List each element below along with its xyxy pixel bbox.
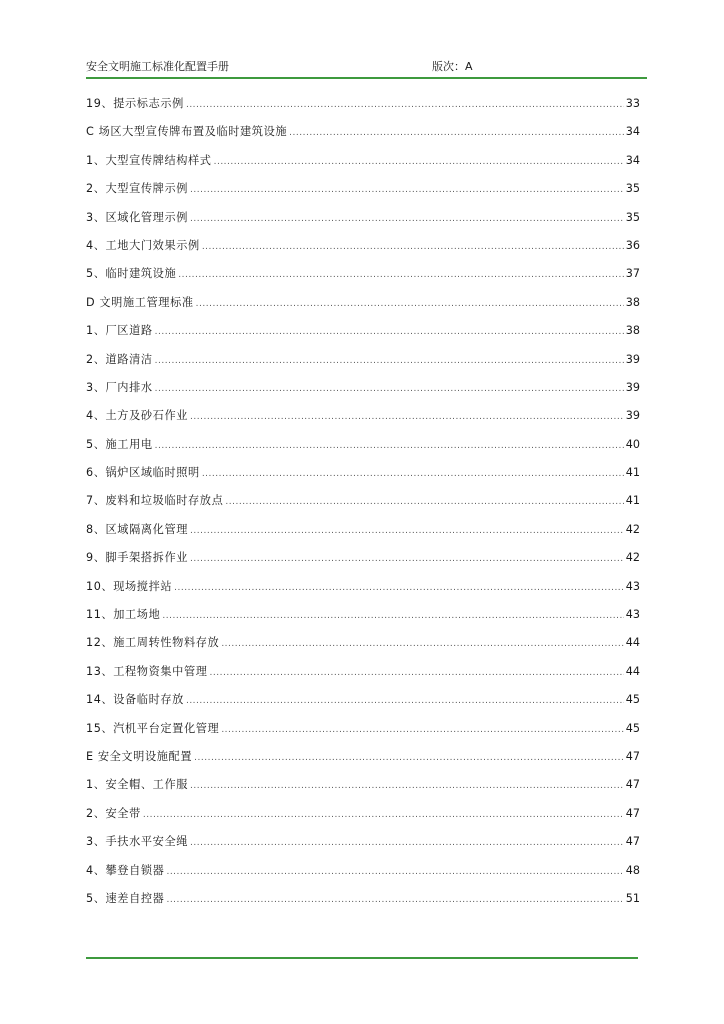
toc-entry-title: 2、道路清洁: [86, 352, 153, 366]
toc-dot-leader: [190, 519, 624, 543]
toc-entry-title: 1、大型宣传牌结构样式: [86, 153, 212, 167]
toc-entry[interactable]: [86, 319, 640, 347]
toc-dot-leader: [186, 689, 624, 713]
toc-entry-title: 15、汽机平台定置化管理: [86, 721, 220, 735]
toc-dot-leader: [221, 632, 623, 656]
toc-entry-page: 47: [625, 778, 640, 792]
toc-entry[interactable]: [86, 773, 640, 801]
toc-entry-page: 39: [625, 352, 640, 366]
toc-entry-page: 42: [625, 522, 640, 536]
toc-entry-title: 12、施工周转性物料存放: [86, 636, 220, 650]
toc-entry-page: 36: [625, 238, 640, 252]
toc-entry-title: 4、土方及砂石作业: [86, 409, 189, 423]
toc-entry-page: 48: [625, 863, 640, 877]
page-header: [86, 58, 646, 76]
toc-dot-leader: [174, 576, 624, 600]
toc-dot-leader: [289, 121, 624, 145]
toc-entry-page: 47: [625, 835, 640, 849]
toc-entry-title: 5、速差自控器: [86, 891, 165, 905]
toc-entry-page: 38: [625, 295, 640, 309]
toc-dot-leader: [196, 292, 624, 316]
toc-entry-page: 44: [625, 636, 640, 650]
toc-dot-leader: [190, 207, 624, 231]
toc-entry-page: 43: [625, 579, 640, 593]
toc-dot-leader: [166, 860, 623, 884]
toc-entry-title: 19、提示标志示例: [86, 97, 184, 110]
toc-entry[interactable]: [86, 745, 640, 773]
table-of-contents: [86, 92, 640, 915]
toc-entry-page: 42: [625, 551, 640, 565]
toc-entry-page: 44: [625, 664, 640, 678]
toc-dot-leader: [210, 661, 624, 685]
toc-entry[interactable]: [86, 291, 640, 319]
toc-entry[interactable]: [86, 631, 640, 659]
toc-dot-leader: [155, 320, 624, 344]
toc-entry[interactable]: [86, 802, 640, 830]
toc-entry-page: 47: [625, 749, 640, 763]
document-version: 版次：A: [432, 60, 473, 73]
toc-entry-page: 41: [625, 494, 640, 508]
toc-entry-title: 2、大型宣传牌示例: [86, 182, 189, 196]
toc-entry-title: 13、工程物资集中管理: [86, 664, 208, 678]
toc-entry[interactable]: [86, 206, 640, 234]
toc-entry[interactable]: [86, 859, 640, 887]
toc-dot-leader: [202, 462, 624, 486]
toc-entry[interactable]: [86, 489, 640, 517]
toc-entry[interactable]: [86, 461, 640, 489]
toc-entry-page: 45: [625, 721, 640, 735]
toc-entry-page: 51: [625, 891, 640, 905]
toc-entry[interactable]: [86, 149, 640, 177]
toc-entry-page: 37: [625, 267, 640, 281]
toc-entry-title: 1、安全帽、工作服: [86, 778, 189, 792]
toc-entry-title: 4、攀登自锁器: [86, 863, 165, 877]
toc-dot-leader: [178, 263, 624, 287]
toc-dot-leader: [155, 434, 624, 458]
toc-dot-leader: [190, 831, 624, 855]
toc-entry-title: 10、现场搅拌站: [86, 579, 173, 593]
toc-dot-leader: [194, 746, 624, 770]
toc-entry-title: 9、脚手架搭拆作业: [86, 551, 189, 565]
toc-dot-leader: [166, 888, 623, 912]
toc-dot-leader: [155, 377, 624, 401]
toc-entry-page: 34: [625, 125, 640, 139]
toc-entry[interactable]: [86, 92, 640, 120]
toc-dot-leader: [225, 490, 623, 514]
toc-dot-leader: [190, 178, 624, 202]
toc-entry-title: 1、厂区道路: [86, 324, 153, 338]
toc-entry-page: 34: [625, 153, 640, 167]
toc-entry[interactable]: [86, 717, 640, 745]
header-divider: [86, 77, 647, 79]
toc-entry-title: 3、厂内排水: [86, 380, 153, 394]
toc-entry-title: 5、临时建筑设施: [86, 267, 177, 281]
toc-entry-title: 6、锅炉区域临时照明: [86, 466, 200, 480]
toc-entry[interactable]: [86, 688, 640, 716]
toc-entry[interactable]: [86, 376, 640, 404]
toc-entry[interactable]: [86, 120, 640, 148]
toc-entry-title: 3、手扶水平安全绳: [86, 835, 189, 849]
toc-entry-title: E 安全文明设施配置: [86, 749, 193, 763]
toc-entry-page: 40: [625, 437, 640, 451]
toc-entry[interactable]: [86, 433, 640, 461]
toc-dot-leader: [190, 547, 624, 571]
toc-entry[interactable]: [86, 348, 640, 376]
toc-dot-leader: [221, 718, 623, 742]
toc-entry-title: C 场区大型宣传牌布置及临时建筑设施: [86, 125, 288, 139]
toc-entry-title: 3、区域化管理示例: [86, 210, 189, 224]
toc-entry-page: 39: [625, 409, 640, 423]
toc-dot-leader: [186, 93, 624, 117]
toc-dot-leader: [214, 150, 624, 174]
toc-entry-page: 41: [625, 466, 640, 480]
toc-entry-title: 8、区域隔离化管理: [86, 522, 189, 536]
toc-dot-leader: [155, 349, 624, 373]
toc-entry-page: 39: [625, 380, 640, 394]
toc-entry[interactable]: [86, 518, 640, 546]
toc-entry[interactable]: [86, 546, 640, 574]
toc-entry-title: 11、加工场地: [86, 608, 161, 622]
document-title: 安全文明施工标准化配置手册: [86, 60, 229, 73]
toc-dot-leader: [190, 774, 624, 798]
toc-dot-leader: [190, 405, 624, 429]
toc-entry[interactable]: [86, 234, 640, 262]
toc-entry-title: D 文明施工管理标准: [86, 295, 194, 309]
footer-divider: [86, 957, 638, 959]
toc-entry-page: 38: [625, 324, 640, 338]
toc-entry-page: 45: [625, 693, 640, 707]
toc-entry-page: 43: [625, 608, 640, 622]
toc-entry-title: 4、工地大门效果示例: [86, 238, 200, 252]
toc-entry-page: 35: [625, 210, 640, 224]
toc-entry[interactable]: [86, 603, 640, 631]
toc-entry-page: 33: [625, 97, 640, 110]
toc-dot-leader: [202, 235, 624, 259]
toc-entry[interactable]: [86, 575, 640, 603]
toc-entry[interactable]: [86, 262, 640, 290]
toc-entry[interactable]: [86, 887, 640, 915]
toc-entry-page: 35: [625, 182, 640, 196]
toc-entry-page: 47: [625, 806, 640, 820]
toc-entry[interactable]: [86, 830, 640, 858]
toc-entry-title: 7、废料和垃圾临时存放点: [86, 494, 224, 508]
toc-dot-leader: [143, 803, 624, 827]
toc-entry[interactable]: [86, 177, 640, 205]
toc-entry-title: 5、施工用电: [86, 437, 153, 451]
toc-entry[interactable]: [86, 404, 640, 432]
toc-entry-title: 2、安全带: [86, 806, 141, 820]
toc-dot-leader: [162, 604, 623, 628]
toc-entry-title: 14、设备临时存放: [86, 693, 184, 707]
toc-entry[interactable]: [86, 660, 640, 688]
